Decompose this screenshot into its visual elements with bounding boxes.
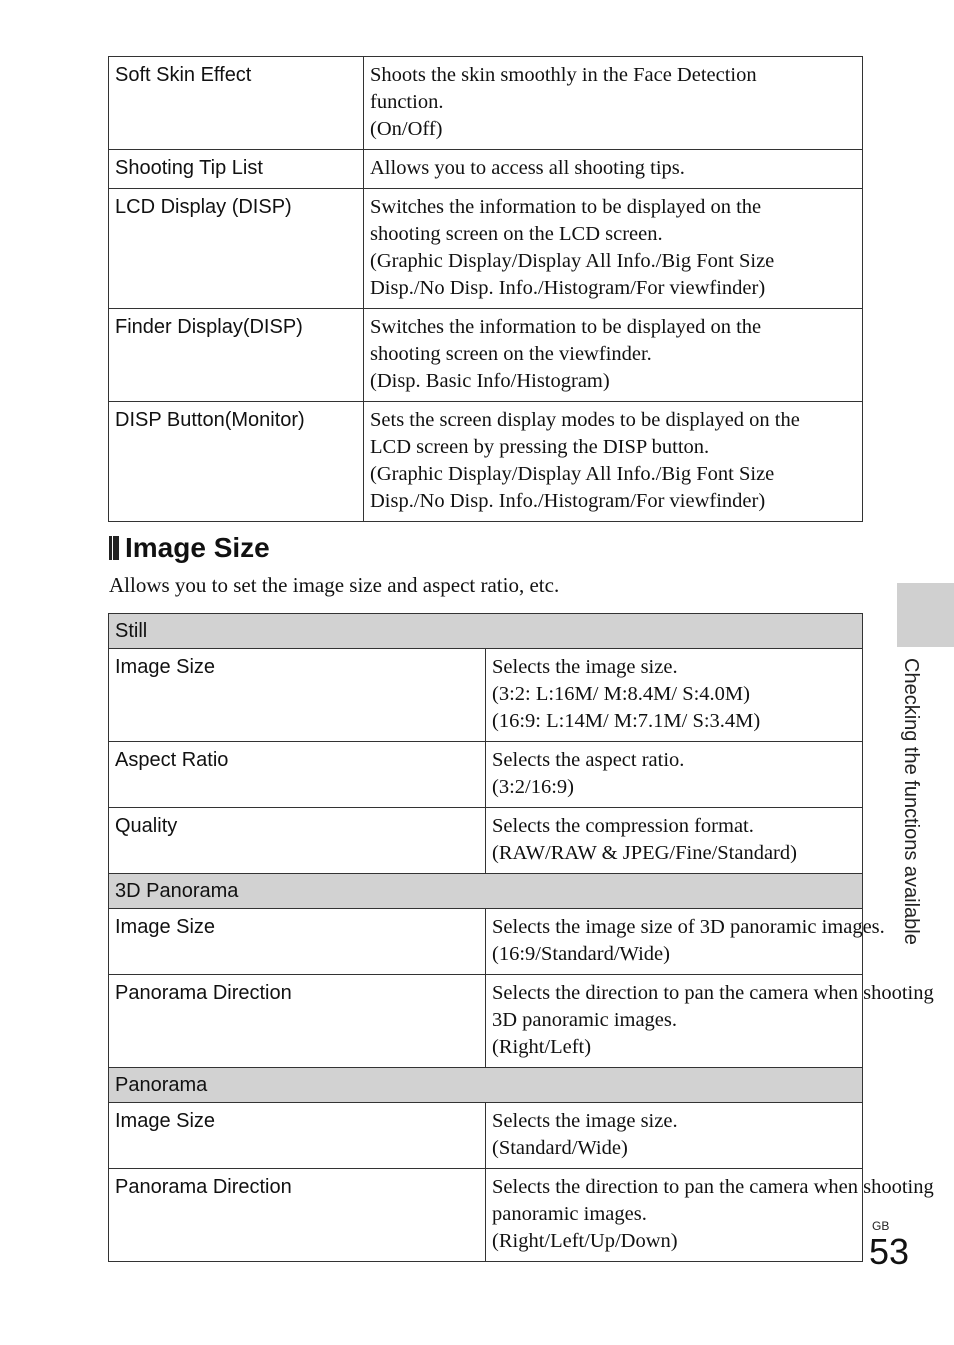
setting-name: Quality: [109, 808, 486, 874]
section-marker-icon: [109, 536, 119, 560]
description-line: (16:9/Standard/Wide): [492, 943, 670, 965]
description-line: (16:9: L:14M/ M:7.1M/ S:3.4M): [492, 710, 761, 732]
description-line: Selects the image size.: [492, 656, 678, 678]
setting-description: [486, 808, 863, 874]
description-line: panoramic images.: [492, 1203, 647, 1225]
description-line: shooting screen on the LCD screen.: [370, 223, 663, 245]
setting-name: Panorama Direction: [109, 975, 486, 1068]
table-row: [109, 649, 863, 742]
table-row: [109, 402, 863, 522]
language-code: GB: [872, 1219, 890, 1233]
description-line: (Right/Left/Up/Down): [492, 1230, 678, 1252]
table-row: [109, 1103, 863, 1169]
table-row: [109, 742, 863, 808]
section-description: Allows you to set the image size and aspect ratio, etc.: [109, 573, 560, 597]
group-header-row: [109, 1068, 863, 1103]
description-line: (3:2: L:16M/ M:8.4M/ S:4.0M): [492, 683, 750, 705]
table-row: [109, 309, 863, 402]
description-line: (Graphic Display/Display All Info./Big Font Size: [370, 250, 775, 272]
description-line: Shoots the skin smoothly in the Face Detection: [370, 64, 757, 86]
setting-name: Image Size: [109, 1103, 486, 1169]
setting-name: Soft Skin Effect: [109, 57, 364, 150]
table-row: [109, 189, 863, 309]
group-label: Panorama: [109, 1068, 863, 1103]
table-row: [109, 808, 863, 874]
description-line: Selects the image size of 3D panoramic images.: [492, 916, 885, 938]
setting-name: Panorama Direction: [109, 1169, 486, 1262]
section-title-text: Image Size: [125, 532, 270, 563]
description-line: Selects the aspect ratio.: [492, 749, 685, 771]
description-line: (3:2/16:9): [492, 776, 574, 798]
setting-description: [486, 975, 934, 1068]
setting-description: [364, 402, 863, 522]
description-line: LCD screen by pressing the DISP button.: [370, 436, 710, 458]
description-line: Selects the direction to pan the camera when shooting: [492, 1176, 934, 1198]
side-index-tab: [897, 583, 954, 647]
group-label: Still: [109, 614, 863, 649]
group-label: 3D Panorama: [109, 874, 863, 909]
table-row: [109, 1169, 863, 1262]
description-line: (Disp. Basic Info/Histogram): [370, 370, 610, 392]
description-line: shooting screen on the viewfinder.: [370, 343, 652, 365]
table-row: [109, 909, 863, 975]
description-line: (Standard/Wide): [492, 1137, 628, 1159]
setting-name: Image Size: [109, 909, 486, 975]
description-line: Disp./No Disp. Info./Histogram/For viewfinder): [370, 490, 766, 512]
setting-name: Aspect Ratio: [109, 742, 486, 808]
setting-description: [486, 649, 863, 742]
description-line: (RAW/RAW & JPEG/Fine/Standard): [492, 842, 797, 864]
setting-description: [486, 1103, 863, 1169]
description-line: Switches the information to be displayed on the: [370, 196, 762, 218]
settings-table-top: [108, 56, 863, 522]
description-line: Switches the information to be displayed on the: [370, 316, 762, 338]
side-chapter-label: Checking the functions available: [900, 658, 922, 945]
page-number: 53: [869, 1231, 910, 1272]
table-row: [109, 57, 863, 150]
description-line: function.: [370, 91, 444, 113]
description-line: Selects the direction to pan the camera when shooting: [492, 982, 934, 1004]
description-line: Disp./No Disp. Info./Histogram/For viewfinder): [370, 277, 766, 299]
description-line: (Graphic Display/Display All Info./Big Font Size: [370, 463, 775, 485]
table-row: [109, 975, 863, 1068]
description-line: Selects the compression format.: [492, 815, 754, 837]
description-line: Allows you to access all shooting tips.: [370, 157, 685, 179]
section-heading: [109, 530, 270, 566]
table-row: [109, 150, 863, 189]
description-line: 3D panoramic images.: [492, 1009, 678, 1031]
setting-name: DISP Button(Monitor): [109, 402, 364, 522]
description-line: Selects the image size.: [492, 1110, 678, 1132]
setting-description: [486, 742, 863, 808]
setting-name: Finder Display(DISP): [109, 309, 364, 402]
setting-description: [364, 57, 863, 150]
setting-name: Image Size: [109, 649, 486, 742]
description-line: (Right/Left): [492, 1036, 592, 1058]
setting-description: [364, 150, 863, 189]
group-header-row: [109, 614, 863, 649]
setting-name: Shooting Tip List: [109, 150, 364, 189]
setting-name: LCD Display (DISP): [109, 189, 364, 309]
description-line: Sets the screen display modes to be displayed on the: [370, 409, 800, 431]
setting-description: [364, 189, 863, 309]
setting-description: [364, 309, 863, 402]
group-header-row: [109, 874, 863, 909]
setting-description: [486, 909, 885, 975]
description-line: (On/Off): [370, 118, 443, 140]
